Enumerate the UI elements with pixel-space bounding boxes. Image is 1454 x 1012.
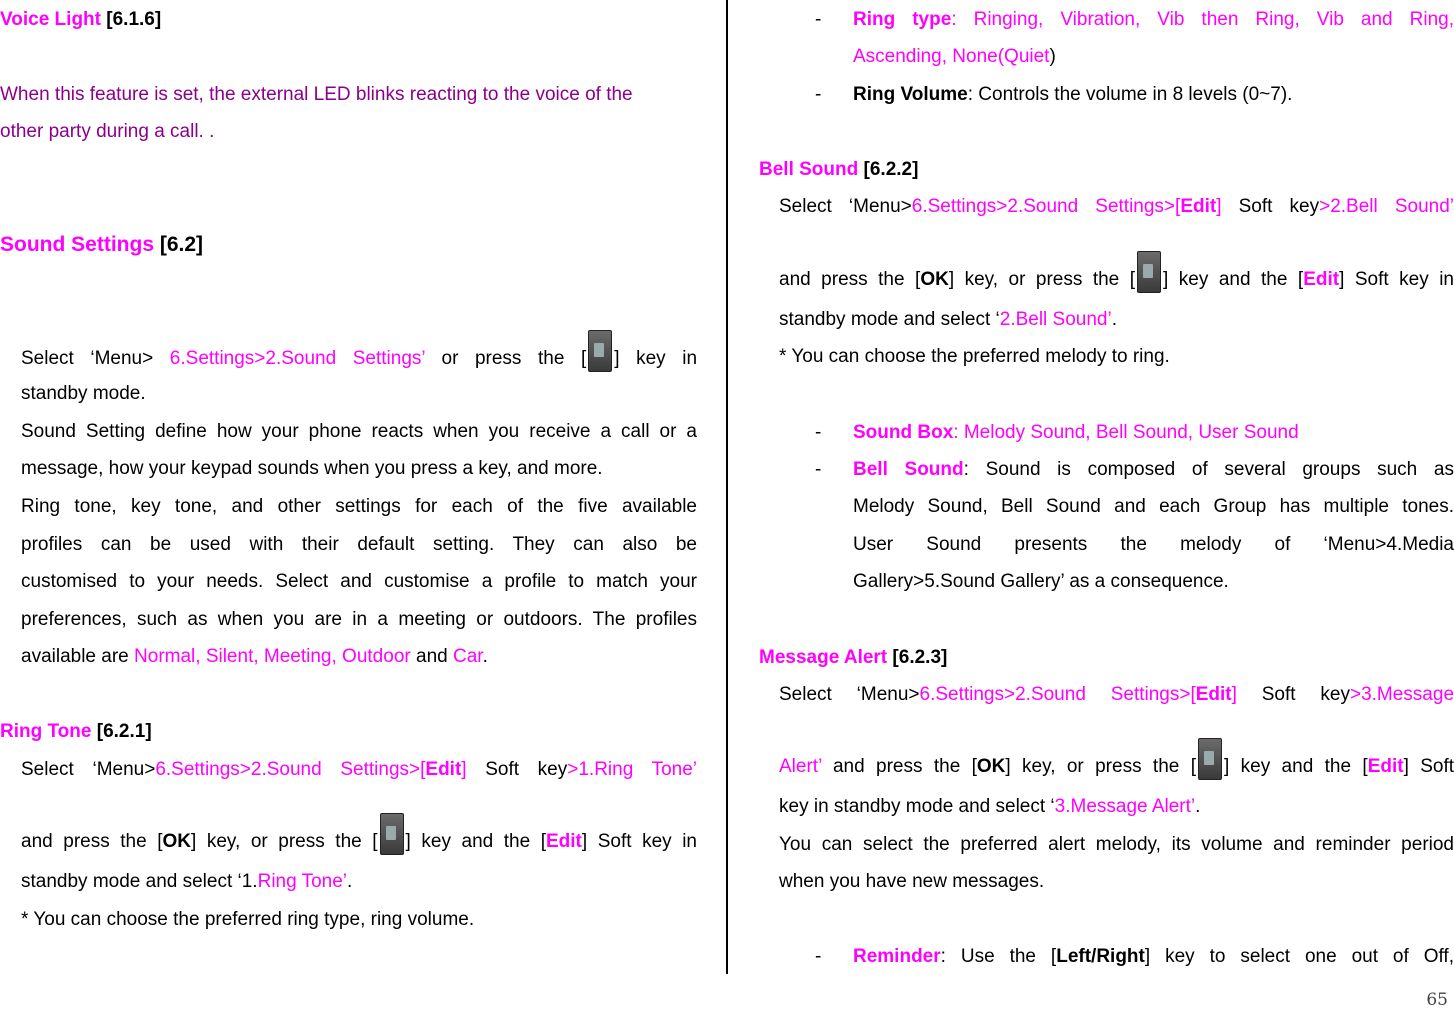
sound-settings-line-9: available are Normal, Silent, Meeting, Outdoor and Car. bbox=[21, 646, 488, 667]
list-dash: - bbox=[815, 84, 822, 105]
message-alert-line-1: Select ‘Menu>6.Settings>2.Sound Settings>[Edit] Soft key>3.Message bbox=[779, 684, 1454, 705]
phone-key-icon bbox=[1198, 738, 1222, 780]
phone-key-icon bbox=[380, 813, 404, 855]
voice-light-heading: Voice Light [6.1.6] bbox=[0, 9, 162, 30]
voice-light-desc-2: other party during a call. . bbox=[0, 121, 215, 142]
sound-settings-line-3: Sound Setting define how your phone reacts when you receive a call or a bbox=[21, 421, 697, 442]
ring-tone-line-4: * You can choose the preferred ring type, ring volume. bbox=[21, 909, 475, 930]
ring-volume-line: Ring Volume: Controls the volume in 8 levels (0~7). bbox=[853, 84, 1293, 105]
bell-sound-heading: Bell Sound [6.2.2] bbox=[759, 159, 919, 180]
message-alert-heading: Message Alert [6.2.3] bbox=[759, 647, 948, 668]
message-alert-line-4: You can select the preferred alert melody, its volume and reminder period bbox=[779, 834, 1454, 855]
sound-box-line: Sound Box: Melody Sound, Bell Sound, User Sound bbox=[853, 422, 1299, 443]
bell-sound-line-3: standby mode and select ‘2.Bell Sound’. bbox=[779, 309, 1117, 330]
list-dash: - bbox=[815, 9, 822, 30]
list-dash: - bbox=[815, 422, 822, 443]
phone-key-icon bbox=[1137, 251, 1161, 293]
reminder-line: Reminder: Use the [Left/Right] key to select one out of Off, bbox=[853, 946, 1454, 967]
phone-key-icon bbox=[588, 330, 612, 372]
ring-tone-heading: Ring Tone [6.2.1] bbox=[0, 721, 152, 742]
sound-settings-line-5: Ring tone, key tone, and other settings for each of the five available bbox=[21, 496, 697, 517]
sound-settings-line-2: standby mode. bbox=[21, 383, 146, 404]
bell-sound-desc-3: User Sound presents the melody of ‘Menu>4.Media bbox=[853, 534, 1454, 555]
bell-sound-desc-1: Bell Sound: Sound is composed of several groups such as bbox=[853, 459, 1454, 480]
list-dash: - bbox=[815, 459, 822, 480]
message-alert-line-5: when you have new messages. bbox=[779, 871, 1045, 892]
sound-settings-heading: Sound Settings [6.2] bbox=[0, 233, 204, 256]
column-divider bbox=[726, 0, 728, 974]
bell-sound-desc-2: Melody Sound, Bell Sound and each Group has multiple tones. bbox=[853, 496, 1454, 517]
page-number: 65 bbox=[1426, 990, 1448, 1010]
sound-settings-line-7: customised to your needs. Select and customise a profile to match your bbox=[21, 571, 697, 592]
sound-settings-line-1: Select ‘Menu> 6.Settings>2.Sound Settings’ or press the [ ] key in bbox=[21, 330, 697, 372]
list-dash: - bbox=[815, 946, 822, 967]
bell-sound-line-2: and press the [OK] key, or press the [ ] key and the [Edit] Soft key in bbox=[779, 251, 1454, 293]
bell-sound-desc-4: Gallery>5.Sound Gallery’ as a consequence. bbox=[853, 571, 1229, 592]
ring-type-line-1: Ring type: Ringing, Vibration, Vib then Ring, Vib and Ring, bbox=[853, 9, 1454, 30]
bell-sound-line-4: * You can choose the preferred melody to ring. bbox=[779, 346, 1170, 367]
message-alert-line-3: key in standby mode and select ‘3.Message Alert’. bbox=[779, 796, 1201, 817]
sound-settings-line-4: message, how your keypad sounds when you press a key, and more. bbox=[21, 458, 603, 479]
bell-sound-line-1: Select ‘Menu>6.Settings>2.Sound Settings>[Edit] Soft key>2.Bell Sound’ bbox=[779, 196, 1454, 217]
sound-settings-line-8: preferences, such as when you are in a meeting or outdoors. The profiles bbox=[21, 609, 697, 630]
ring-type-line-2: Ascending, None(Quiet) bbox=[853, 46, 1056, 67]
voice-light-desc-1: When this feature is set, the external LED blinks reacting to the voice of the bbox=[0, 84, 633, 105]
sound-settings-line-6: profiles can be used with their default setting. They can also be bbox=[21, 534, 697, 555]
ring-tone-line-3: standby mode and select ‘1.Ring Tone’. bbox=[21, 871, 353, 892]
ring-tone-line-1: Select ‘Menu>6.Settings>2.Sound Settings>[Edit] Soft key>1.Ring Tone’ bbox=[21, 759, 698, 780]
message-alert-line-2: Alert’ and press the [OK] key, or press the [ ] key and the [Edit] Soft bbox=[779, 738, 1454, 780]
ring-tone-line-2: and press the [OK] key, or press the [ ] key and the [Edit] Soft key in bbox=[21, 813, 697, 855]
